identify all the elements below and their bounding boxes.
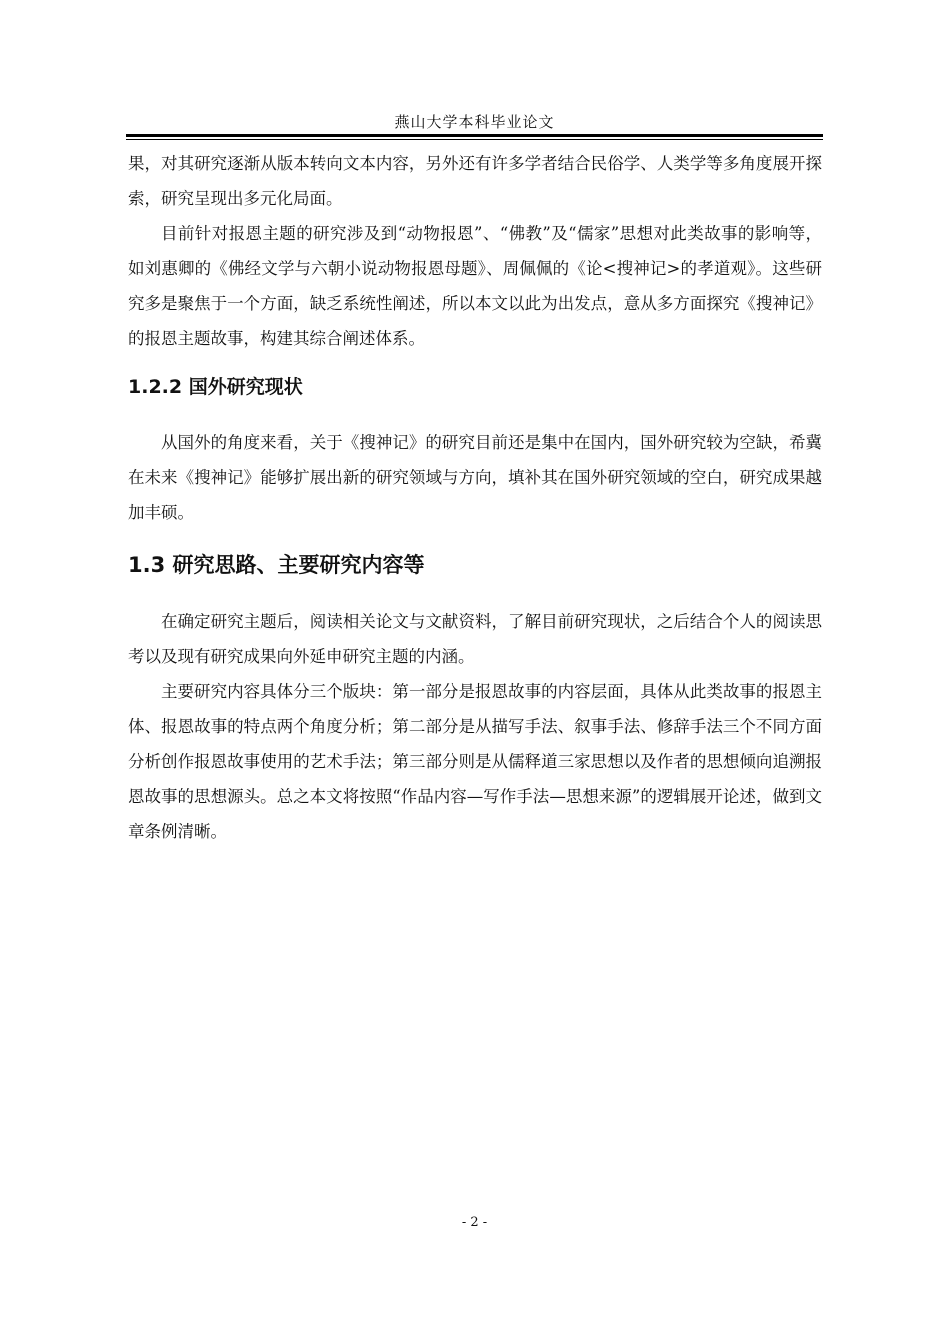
header-rule-thick [126, 134, 823, 137]
page-number: - 2 - [461, 1215, 488, 1230]
paragraph-research-approach: 在确定研究主题后，阅读相关论文与文献资料，了解目前研究现状，之后结合个人的阅读思考以及现有研究成果向外延申研究主题的内涵。 [128, 612, 822, 666]
paragraph-main-content: 主要研究内容具体分三个版块：第一部分是报恩故事的内容层面，具体从此类故事的报恩主体、报恩故事的特点两个角度分析；第二部分是从描写手法、叙事手法、修辞手法三个不同方面分析创作报恩故事使用的艺术手法；第三部分则是从儒释道三家思想以及作者的思想倾向追溯报恩故事的思想源头。总之本文将按照“作品内容—写作手法—思想来源”的逻辑展开论述，做到文章条例清晰。 [128, 682, 822, 841]
paragraph-research-status: 目前针对报恩主题的研究涉及到“动物报恩”、“佛教”及“儒家”思想对此类故事的影响等，如刘惠卿的《佛经文学与六朝小说动物报恩母题》、周佩佩的《论<搜神记>的孝道观》。这些研究多是聚焦于一个方面，缺乏系统性阐述，所以本文以此为出发点，意从多方面探究《搜神记》的报恩主题故事，构建其综合阐述体系。 [128, 224, 822, 348]
paragraph-continued: 果，对其研究逐渐从版本转向文本内容，另外还有许多学者结合民俗学、人类学等多角度展开探索，研究呈现出多元化局面。 [128, 154, 822, 208]
header-rule-thin [126, 139, 823, 140]
running-header: 燕山大学本科毕业论文 [394, 113, 555, 131]
section-heading-1-2-2: 1.2.2 国外研究现状 [128, 376, 303, 398]
section-heading-1-3: 1.3 研究思路、主要研究内容等 [128, 553, 425, 577]
paragraph-foreign-research: 从国外的角度来看，关于《搜神记》的研究目前还是集中在国内，国外研究较为空缺，希冀在未来《搜神记》能够扩展出新的研究领域与方向，填补其在国外研究领域的空白，研究成果越加丰硕。 [128, 433, 822, 522]
